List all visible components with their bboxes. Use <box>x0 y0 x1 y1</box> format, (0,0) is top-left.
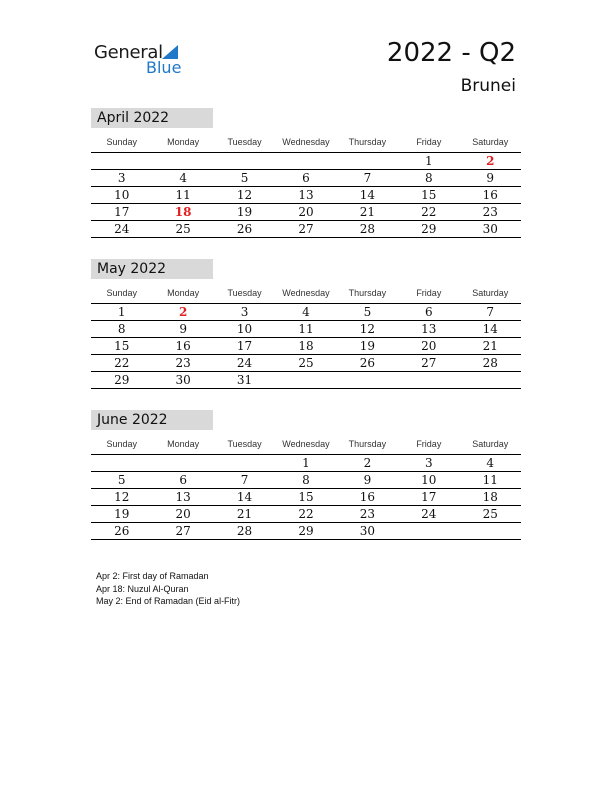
day-cell: 29 <box>421 222 437 236</box>
weekday-label: Thursday <box>348 137 387 147</box>
month-block <box>91 259 521 389</box>
day-cell: 25 <box>482 507 498 521</box>
week-row <box>91 489 521 506</box>
day-cell: 24 <box>114 222 130 236</box>
week-row <box>91 304 521 321</box>
day-cell: 17 <box>421 490 437 504</box>
day-cell: 15 <box>298 490 314 504</box>
day-cell: 28 <box>359 222 376 236</box>
holiday-notes <box>96 570 240 608</box>
weekday-label: Saturday <box>472 288 509 298</box>
weekday-label: Tuesday <box>227 288 262 298</box>
day-cell: 9 <box>179 322 187 336</box>
day-cell: 8 <box>302 473 310 487</box>
day-cell: 27 <box>421 356 437 370</box>
day-cell: 11 <box>298 322 314 336</box>
week-row <box>91 170 521 187</box>
day-cell: 22 <box>114 356 130 370</box>
day-cell: 27 <box>175 524 191 538</box>
day-cell: 5 <box>363 305 372 319</box>
day-cell: 17 <box>236 339 253 353</box>
month-title: June 2022 <box>91 410 213 430</box>
day-cell: 27 <box>298 222 314 236</box>
weekday-header <box>91 434 521 455</box>
day-cell: 30 <box>359 524 376 538</box>
day-cell: 1 <box>425 154 433 168</box>
day-cell: 10 <box>421 473 437 487</box>
day-cell: 29 <box>114 373 130 387</box>
day-cell: 16 <box>359 490 376 504</box>
day-cell: 7 <box>363 171 372 185</box>
empty-day-cell <box>275 372 336 388</box>
weekday-label: Wednesday <box>282 137 330 147</box>
holiday-note: May 2: End of Ramadan (Eid al-Fitr) <box>96 596 241 606</box>
day-cell: 19 <box>114 507 130 521</box>
weekday-label: Friday <box>416 288 442 298</box>
weekday-label: Thursday <box>348 439 387 449</box>
day-cell: 23 <box>359 507 376 521</box>
day-cell: 28 <box>236 524 253 538</box>
day-cell: 12 <box>359 322 376 336</box>
empty-day-cell <box>337 372 398 388</box>
weekday-label: Wednesday <box>282 439 330 449</box>
day-cell: 15 <box>421 188 437 202</box>
day-cell: 21 <box>236 507 253 521</box>
weekday-header <box>91 283 521 304</box>
day-cell: 8 <box>117 322 126 336</box>
day-cell: 11 <box>175 188 191 202</box>
day-cell: 13 <box>421 322 437 336</box>
empty-day-cell <box>337 153 398 169</box>
day-cell: 24 <box>421 507 437 521</box>
day-cell: 1 <box>117 305 126 319</box>
weekday-label: Friday <box>416 137 442 147</box>
day-cell: 26 <box>359 356 376 370</box>
day-cell: 6 <box>179 473 187 487</box>
week-row <box>91 204 521 221</box>
day-cell: 20 <box>298 205 314 219</box>
week-row <box>91 187 521 204</box>
week-row <box>91 221 521 238</box>
day-cell: 30 <box>482 222 498 236</box>
weekday-header <box>91 132 521 153</box>
empty-day-cell <box>460 372 521 388</box>
day-cell: 9 <box>363 473 372 487</box>
weekday-label: Sunday <box>106 439 137 449</box>
day-cell: 29 <box>298 524 314 538</box>
weekday-label: Monday <box>167 439 200 449</box>
weekday-label: Sunday <box>106 288 137 298</box>
weekday-label: Monday <box>167 137 200 147</box>
day-cell: 26 <box>114 524 130 538</box>
month-block <box>91 410 521 540</box>
holiday-note: Apr 18: Nuzul Al-Quran <box>96 583 189 594</box>
day-cell: 1 <box>302 456 310 470</box>
day-cell: 6 <box>425 305 433 319</box>
week-row <box>91 321 521 338</box>
day-cell: 18 <box>174 205 192 219</box>
weekday-label: Thursday <box>348 288 387 298</box>
day-cell: 4 <box>302 305 310 319</box>
day-cell: 2 <box>363 456 372 470</box>
day-cell: 19 <box>359 339 376 353</box>
day-cell: 23 <box>175 356 191 370</box>
logo-flag-icon <box>162 45 178 59</box>
day-cell: 12 <box>114 490 130 504</box>
week-row <box>91 338 521 355</box>
day-cell: 2 <box>486 154 495 168</box>
empty-day-cell <box>398 523 459 539</box>
weekday-label: Sunday <box>106 137 137 147</box>
day-cell: 10 <box>114 188 130 202</box>
weekday-label: Friday <box>416 439 442 449</box>
logo-general-text: General <box>94 42 163 63</box>
day-cell: 2 <box>178 305 188 319</box>
day-cell: 18 <box>482 490 498 504</box>
day-cell: 5 <box>117 473 126 487</box>
weekday-label: Monday <box>167 288 200 298</box>
day-cell: 18 <box>298 339 314 353</box>
empty-day-cell <box>214 153 275 169</box>
day-cell: 3 <box>240 305 249 319</box>
empty-day-cell <box>91 153 152 169</box>
day-cell: 7 <box>240 473 249 487</box>
month-title: April 2022 <box>91 108 213 128</box>
day-cell: 14 <box>236 490 253 504</box>
day-cell: 24 <box>236 356 253 370</box>
empty-day-cell <box>275 153 336 169</box>
day-cell: 4 <box>486 456 495 470</box>
day-cell: 13 <box>175 490 191 504</box>
empty-day-cell <box>91 455 152 471</box>
day-cell: 21 <box>482 339 498 353</box>
day-cell: 14 <box>482 322 498 336</box>
day-cell: 6 <box>302 171 310 185</box>
day-cell: 16 <box>175 339 191 353</box>
day-cell: 21 <box>359 205 376 219</box>
week-row <box>91 506 521 523</box>
day-cell: 22 <box>298 507 314 521</box>
page-subtitle: Brunei <box>460 76 516 96</box>
weekday-label: Tuesday <box>227 137 262 147</box>
day-cell: 5 <box>240 171 249 185</box>
week-row <box>91 355 521 372</box>
day-cell: 8 <box>425 171 433 185</box>
day-cell: 4 <box>179 171 187 185</box>
day-cell: 22 <box>421 205 437 219</box>
week-row <box>91 472 521 489</box>
day-cell: 11 <box>482 473 498 487</box>
week-row <box>91 455 521 472</box>
day-cell: 17 <box>114 205 130 219</box>
day-cell: 13 <box>298 188 314 202</box>
day-cell: 30 <box>175 373 191 387</box>
day-cell: 15 <box>114 339 130 353</box>
day-cell: 28 <box>482 356 498 370</box>
week-row <box>91 523 521 540</box>
month-title: May 2022 <box>91 259 213 279</box>
day-cell: 3 <box>425 456 433 470</box>
holiday-note: Apr 2: First day of Ramadan <box>96 571 209 581</box>
week-row <box>91 153 521 170</box>
day-cell: 31 <box>236 373 253 387</box>
day-cell: 19 <box>236 205 253 219</box>
day-cell: 26 <box>236 222 253 236</box>
day-cell: 16 <box>482 188 498 202</box>
empty-day-cell <box>398 372 459 388</box>
page-title: 2022 - Q2 <box>386 38 516 68</box>
weekday-label: Saturday <box>472 137 509 147</box>
day-cell: 14 <box>359 188 376 202</box>
day-cell: 25 <box>175 222 191 236</box>
day-cell: 12 <box>236 188 253 202</box>
day-cell: 9 <box>486 171 495 185</box>
day-cell: 20 <box>421 339 437 353</box>
day-cell: 20 <box>175 507 191 521</box>
weekday-label: Wednesday <box>282 288 330 298</box>
empty-day-cell <box>214 455 275 471</box>
weekday-label: Tuesday <box>227 439 262 449</box>
month-block <box>91 108 521 238</box>
day-cell: 3 <box>117 171 126 185</box>
day-cell: 23 <box>482 205 498 219</box>
empty-day-cell <box>460 523 521 539</box>
empty-day-cell <box>152 153 213 169</box>
day-cell: 10 <box>236 322 253 336</box>
empty-day-cell <box>152 455 213 471</box>
logo <box>94 42 194 78</box>
weekday-label: Saturday <box>472 439 509 449</box>
logo-blue-text: Blue <box>146 58 182 77</box>
day-cell: 7 <box>486 305 495 319</box>
day-cell: 25 <box>298 356 314 370</box>
week-row <box>91 372 521 389</box>
